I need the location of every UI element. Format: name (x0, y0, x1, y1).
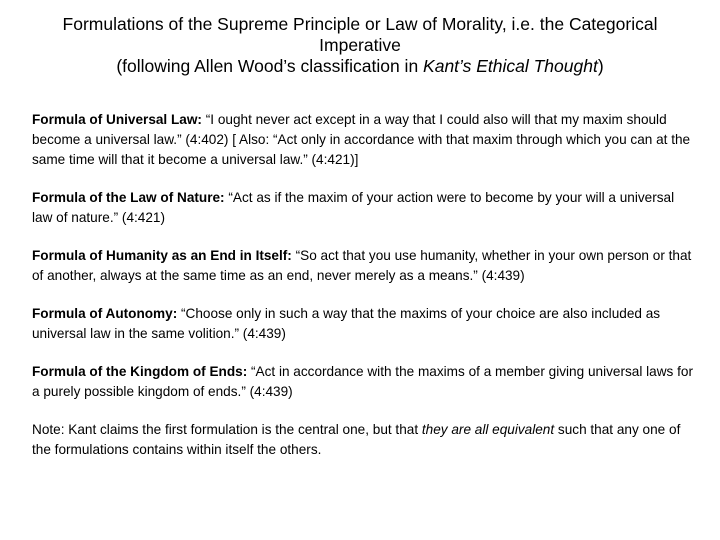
note-emphasis: they are all equivalent (421, 422, 555, 437)
formula-label: Formula of Universal Law: (32, 112, 202, 127)
title-line-3-suffix: ) (597, 56, 604, 76)
formula-humanity (32, 246, 696, 286)
slide-title (24, 14, 696, 77)
formula-label: Formula of Humanity as an End in Itself: (32, 248, 292, 263)
note (32, 420, 696, 460)
formula-label: Formula of the Kingdom of Ends: (32, 364, 248, 379)
formula-text: “Act as if the maxim of your action were to become by your will a universal law of nature.” (4:421) (32, 190, 675, 225)
title-line-2: Imperative (319, 35, 401, 55)
title-line-3-prefix: (following Allen Wood’s classification in (116, 56, 424, 76)
note-suffix: such that any one of the formulations contains within itself the others. (32, 422, 681, 457)
formula-label: Formula of Autonomy: (32, 306, 178, 321)
note-prefix: Note: Kant claims the first formulation is the central one, but that (32, 422, 422, 437)
formula-universal-law (32, 110, 696, 170)
formula-law-of-nature (32, 188, 696, 228)
formula-text: “So act that you use humanity, whether in your own person or that of another, always at the same time as an end, never merely as a means.” (4:439) (32, 248, 692, 283)
formula-label: Formula of the Law of Nature: (32, 190, 225, 205)
formula-autonomy (32, 304, 696, 344)
formula-text: “I ought never act except in a way that I could also will that my maxim should become a universal law.” (4:402) [ Also: “Act only in accordance with that maxim through which you can at the same time will that it become a universal law.” (4:421)] (32, 112, 691, 167)
formula-text: “Choose only in such a way that the maxims of your choice are also included as universal law in the same volition.” (4:439) (32, 306, 661, 341)
book-title: Kant’s Ethical Thought (423, 56, 598, 76)
formula-kingdom-of-ends (32, 362, 696, 402)
title-line-1: Formulations of the Supreme Principle or Law of Morality, i.e. the Categorical (62, 14, 658, 34)
title-line-3 (24, 56, 696, 77)
formula-text: “Act in accordance with the maxims of a member giving universal laws for a purely possible kingdom of ends.” (4:439) (32, 364, 693, 399)
formulations-list (32, 110, 696, 478)
